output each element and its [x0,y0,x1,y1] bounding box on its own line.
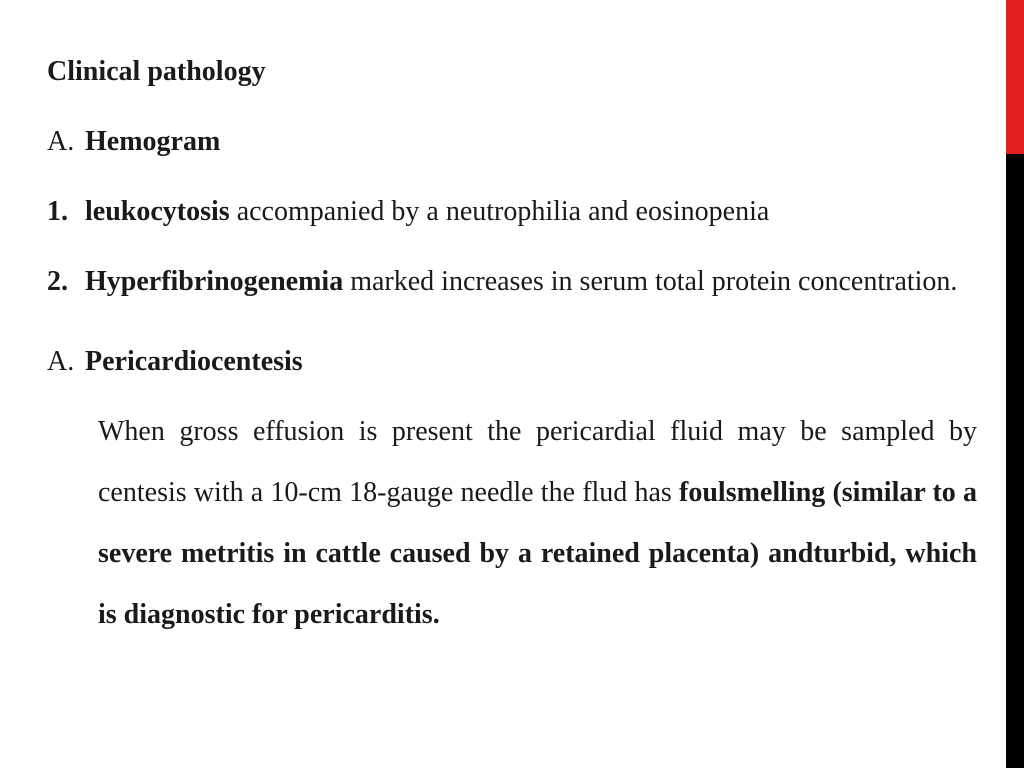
list-item [47,262,977,312]
list-item-body [85,192,977,232]
slide-heading: Clinical pathology [47,56,266,87]
section-hemogram [47,122,977,162]
list-item-text: accompanied by a neutrophilia and eosinopenia [229,196,770,227]
list-item-marker: 1. [47,196,68,227]
section-pericardiocentesis [47,342,977,382]
section-marker: A. [47,346,75,377]
list-item-term: Hyperfibrinogenemia [85,266,344,297]
section-title: Hemogram [85,126,221,157]
list-item-marker: 2. [47,266,68,297]
list-item [47,192,977,232]
paragraph-plain-text: When gross effusion is present the pericardial fluid may be sampled by centesis with a 10-cm 18-gauge needle the flud has [98,416,977,508]
slide-content [47,52,977,673]
slide-edge-accent [1006,0,1024,154]
section-title: Pericardiocentesis [85,346,303,377]
section-marker: A. [47,126,75,157]
body-paragraph [98,401,977,645]
list-item-term: leukocytosis [85,196,230,227]
list-item-body [85,251,977,312]
list-item-text: marked increases in serum total protein concentration. [343,266,958,297]
paragraph-bold-text: foulsmelling (similar to a severe metritis in cattle caused by a retained placenta) andturbid, which is diagnostic for pericarditis. [98,477,977,630]
